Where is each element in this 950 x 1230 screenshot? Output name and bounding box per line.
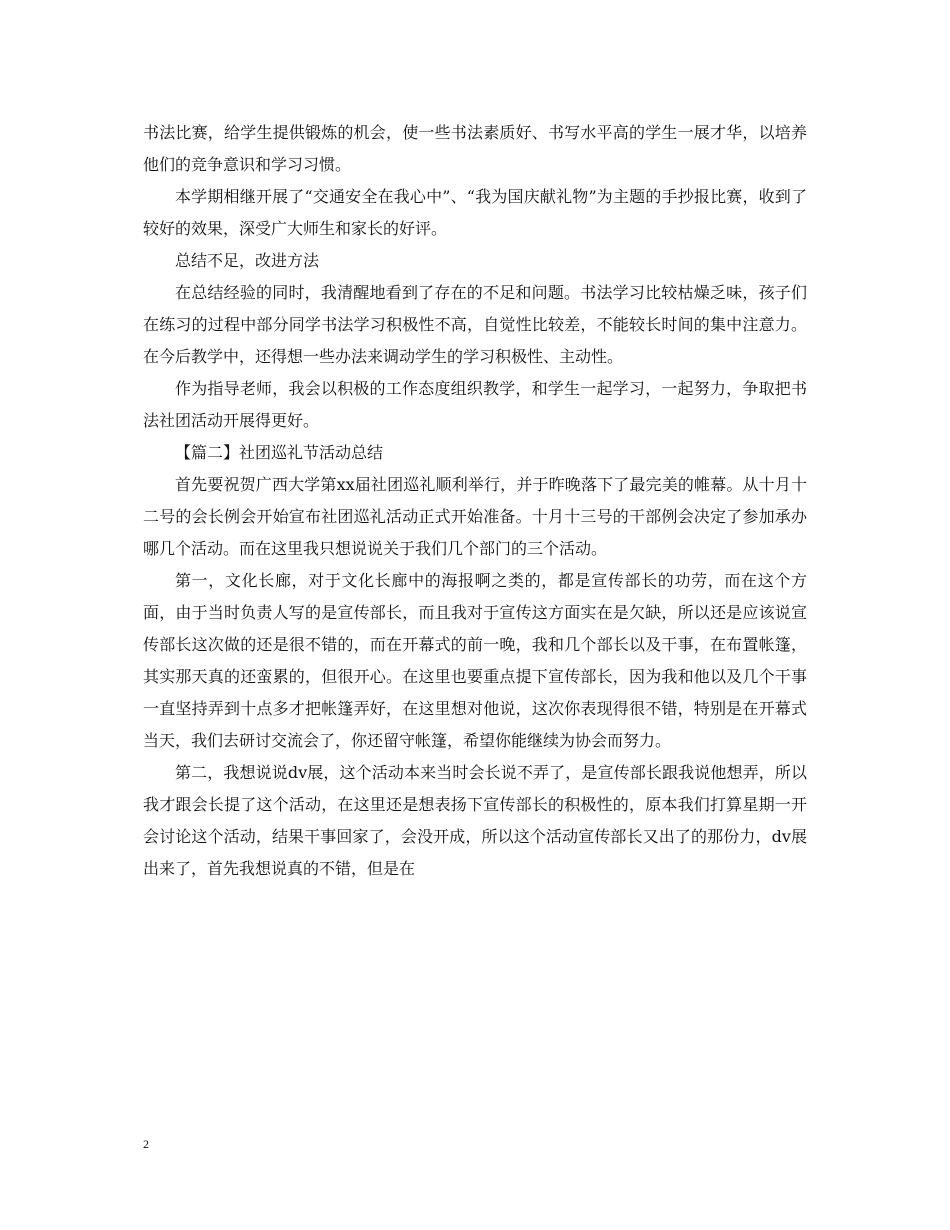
page-number: 2 <box>143 1137 149 1151</box>
paragraph-7: 首先要祝贺广西大学第xx届社团巡礼顺利举行，并于昨晚落下了最完美的帷幕。从十月十二号的会长例会开始宣布社团巡礼活动正式开始准备。十月十三号的干部例会决定了参加承办哪几个活动。而在这里我只想说说关于我们几个部门的三个活动。 <box>143 475 807 558</box>
paragraph-1: 书法比赛，给学生提供锻炼的机会，使一些书法素质好、书写水平高的学生一展才华，以培养他们的竞争意识和学习习惯。 <box>143 123 807 174</box>
section-heading-part-two: 【篇二】社团巡礼节活动总结 <box>175 443 384 462</box>
paragraph-8: 第一，文化长廊，对于文化长廊中的海报啊之类的，都是宣传部长的功劳，而在这个方面，由于当时负责人写的是宣传部长，而且我对于宣传这方面实在是欠缺，所以还是应该说宣传部长这次做的还是很不错的，而在开幕式的前一晚，我和几个部长以及干事，在布置帐篷，其实那天真的还蛮累的，但很开心。在这里也要重点提下宣传部长，因为我和他以及几个干事一直坚持弄到十点多才把帐篷弄好，在这里想对他说，这次你表现得很不错，特别是在开幕式当天，我们去研讨交流会了，你还留守帐篷，希望你能继续为协会而努力。 <box>143 571 807 750</box>
document-body <box>143 117 807 885</box>
paragraph-9: 第二，我想说说dv展，这个活动本来当时会长说不弄了，是宣传部长跟我说他想弄，所以我才跟会长提了这个活动，在这里还是想表扬下宣传部长的积极性的，原本我们打算星期一开会讨论这个活动，结果干事回家了，会没开成，所以这个活动宣传部长又出了的那份力，dv展出来了，首先我想说真的不错，但是在 <box>143 763 807 878</box>
paragraph-2: 本学期相继开展了“交通安全在我心中”、“我为国庆献礼物”为主题的手抄报比赛，收到了较好的效果，深受广大师生和家长的好评。 <box>143 187 807 238</box>
paragraph-4: 在总结经验的同时，我清醒地看到了存在的不足和问题。书法学习比较枯燥乏味，孩子们在练习的过程中部分同学书法学习积极性不高，自觉性比较差，不能较长时间的集中注意力。在今后教学中，还得想一些办法来调动学生的学习积极性、主动性。 <box>143 283 807 366</box>
section-heading-summary-shortcomings: 总结不足，改进方法 <box>175 251 320 270</box>
paragraph-5: 作为指导老师，我会以积极的工作态度组织教学，和学生一起学习，一起努力，争取把书法社团活动开展得更好。 <box>143 379 807 430</box>
